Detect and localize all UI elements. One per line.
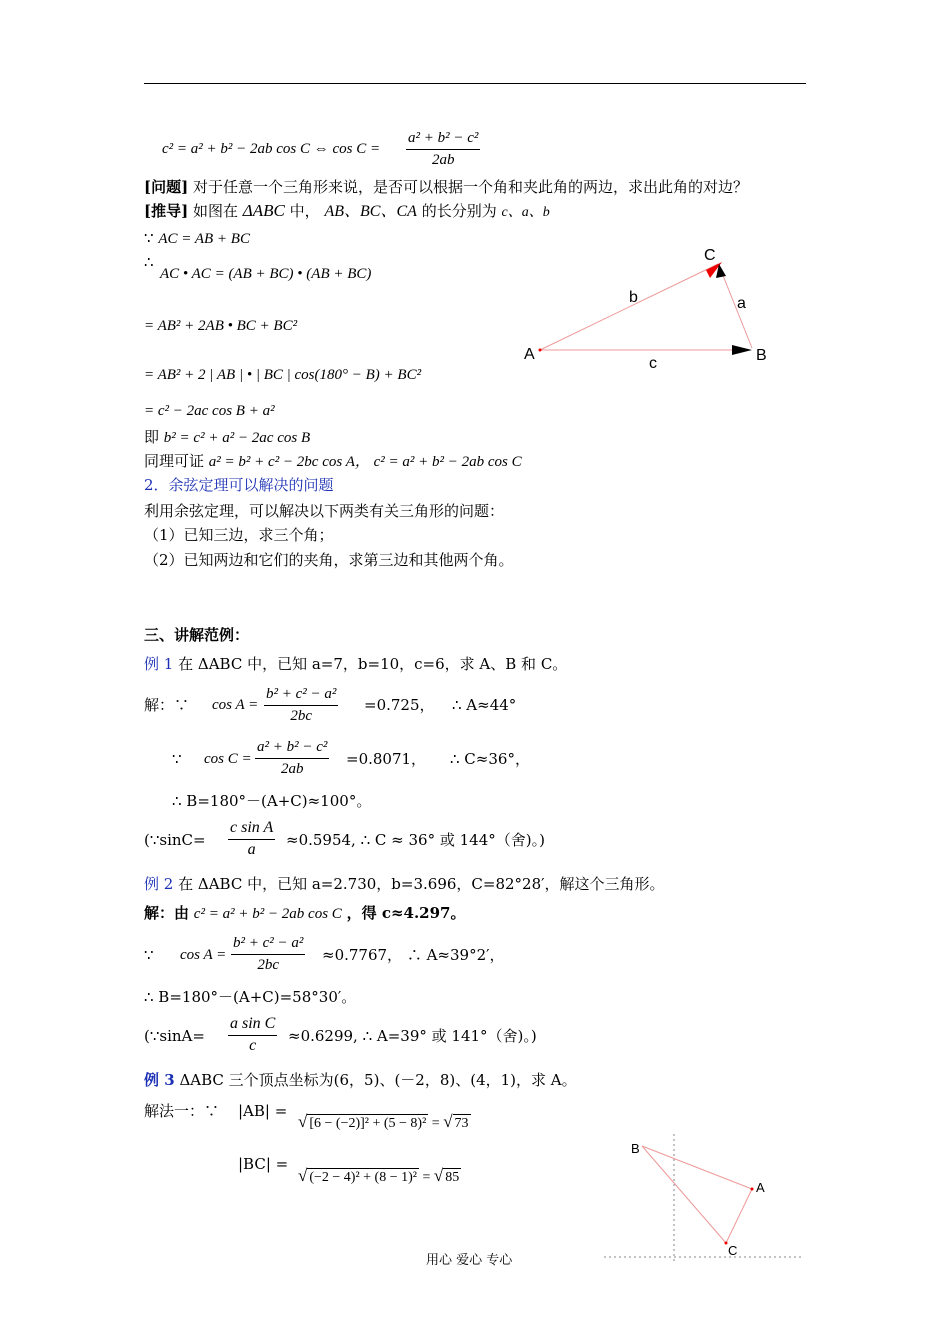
ex1-cosA-val: =0.725， (364, 696, 435, 714)
side-BC (642, 1146, 726, 1243)
ex1-statement (144, 655, 567, 673)
formula-top-fraction (406, 128, 480, 170)
ex1-sin-num: c sin A (228, 818, 275, 840)
derivation-intro-c: 的长分别为 (421, 202, 497, 220)
formula-top-lhs: c² = a² + b² − 2ab cos C ⇔ cos C = (162, 141, 381, 157)
section2-item1: （1）已知三边，求三个角； (144, 526, 334, 544)
derivation-intro (144, 202, 550, 222)
ex1-cosA-res: ∴ A≈44° (452, 696, 517, 714)
label-b: b (629, 289, 638, 306)
label-A: A (524, 346, 535, 363)
ex2-sol-prefix: 解：由 (144, 904, 190, 922)
derivation-step4: = AB² + 2 | AB | • | BC | cos(180° − B) + BC² (144, 367, 422, 383)
ex3-AB-eq: = (431, 1116, 440, 1131)
derivation-step2: AC • AC = (AB + BC) • (AB + BC) (160, 266, 372, 282)
ex2-sin-num: a sin C (228, 1014, 277, 1036)
ex1-B-line: ∴ B=180°－(A+C)≈100°。 (172, 792, 372, 810)
ex2-tag: 例 2 (144, 875, 174, 893)
label-c: c (649, 355, 657, 370)
ex1-cosC-fraction (255, 737, 329, 779)
point-A (751, 1188, 754, 1191)
section2-title: 2．余弦定理可以解决的问题 (144, 476, 334, 494)
ex1-cosC-lhs: cos C = (204, 751, 252, 767)
derivation-triangle: ΔABC (242, 201, 285, 220)
coord-label-B: B (631, 1141, 640, 1156)
ex2-cosA-num: b² + c² − a² (231, 933, 305, 955)
step1-expr: AC = AB + BC (158, 231, 250, 247)
ex1-sin-prefix: (∵sinC= (144, 831, 206, 849)
ex2-sin-tail: ≈0.6299, ∴ A=39° 或 141°（舍)。) (288, 1027, 537, 1045)
ex3-sol-prefix: 解法一：∵ (144, 1102, 220, 1120)
ex1-sin-fraction (228, 818, 275, 860)
label-B: B (756, 347, 767, 364)
ex3-AB-res: 73 (454, 1116, 469, 1131)
step6-expr: b² = c² + a² − 2ac cos B (163, 430, 311, 446)
ex1-sol-prefix: 解：∵ (144, 696, 190, 714)
ex2-text: 在 ΔABC 中，已知 a=2.730，b=3.696，C=82°28′，解这个三角形。 (178, 875, 665, 893)
ex1-cosC-res: ∴ C≈36°， (450, 750, 530, 768)
sqrt-icon: √ (433, 1166, 444, 1185)
section2-item2: （2）已知两边和它们的夹角，求第三边和其他两个角。 (144, 551, 514, 569)
question-line (144, 178, 748, 196)
ex3-BC-res: 85 (445, 1170, 460, 1185)
ex2-sin-den: c (249, 1037, 257, 1054)
ex1-cosA-num: b² + c² − a² (264, 684, 338, 706)
ex2-cos-mark: ∵ (144, 946, 154, 964)
coordinate-figure (598, 1132, 808, 1267)
arrow-c-head (732, 345, 752, 355)
question-tag: [问题] (144, 178, 189, 196)
ex3-AB-expr (298, 1112, 471, 1132)
formula-top-num: a² + b² − c² (406, 128, 480, 150)
ex2-cosA-tail: ≈0.7767， ∴ A≈39°2′， (322, 946, 505, 964)
ex2-sin-prefix: (∵sinA= (144, 1027, 205, 1045)
ex2-statement (144, 875, 665, 893)
triangle-figure (520, 240, 800, 370)
step6-prefix: 即 (144, 428, 160, 446)
derivation-tag: [推导] (144, 202, 189, 220)
ex1-tag: 例 1 (144, 655, 174, 673)
derivation-intro-b: 中， (289, 202, 320, 220)
ex3-BC-eq: = (422, 1170, 431, 1185)
ex1-cosC-val: =0.8071， (346, 750, 427, 768)
coord-label-A: A (756, 1180, 765, 1195)
label-a: a (737, 295, 746, 312)
ex1-cosA-lhs: cos A = (212, 697, 259, 713)
ex3-tag: 例 3 (144, 1071, 175, 1089)
ex3-BC-lhs: |BC| = (238, 1155, 289, 1173)
ex2-sol-formula: c² = a² + b² − 2ab cos C (193, 906, 342, 922)
side-AC (726, 1189, 752, 1243)
ex2-B-line: ∴ B=180°－(A+C)=58°30′。 (144, 988, 357, 1006)
derivation-intro-a: 如图在 (192, 202, 238, 220)
ex3-AB-rad: [6 − (−2)]² + (5 − 8)² (309, 1116, 427, 1131)
ex3-AB-lhs: |AB| = (238, 1102, 288, 1120)
ex1-cosA-fraction (264, 684, 338, 726)
ex1-cosA-den: 2bc (290, 708, 313, 724)
derivation-sides-vals: c、a、b (501, 205, 550, 220)
label-C: C (704, 247, 716, 264)
derivation-step6 (144, 428, 310, 447)
ex1-text: 在 ΔABC 中，已知 a=7，b=10，c=6，求 A、B 和 C。 (178, 655, 568, 673)
section2-intro: 利用余弦定理，可以解决以下两类有关三角形的问题： (144, 502, 505, 520)
header-rule (144, 83, 806, 84)
derivation-step3: = AB² + 2AB • BC + BC² (144, 318, 298, 334)
ex1-sin-tail: ≈0.5954, ∴ C ≈ 36° 或 144°（舍)。) (286, 831, 545, 849)
derivation-sides: AB、BC、CA (324, 203, 417, 220)
side-AB (642, 1146, 752, 1189)
ex3-statement (144, 1071, 577, 1089)
coord-label-C: C (728, 1243, 738, 1258)
step1-mark: ∵ (144, 229, 154, 247)
ex1-cosC-num: a² + b² − c² (255, 737, 329, 759)
sqrt-icon: √ (298, 1112, 308, 1131)
ex2-cosA-lhs: cos A = (180, 947, 227, 963)
page-footer: 用心 爱心 专心 (426, 1253, 513, 1268)
ex1-cosC-mark: ∵ (172, 750, 182, 768)
side-b-line (540, 264, 718, 350)
question-text: 对于任意一个三角形来说，是否可以根据一个角和夹此角的两边，求出此角的对边？ (192, 178, 748, 196)
ex1-cosC-den: 2ab (280, 761, 304, 777)
sqrt-icon: √ (443, 1112, 453, 1131)
vertex-a-dot (539, 349, 542, 352)
ex2-cosA-fraction (231, 933, 305, 975)
formula-top-den: 2ab (431, 152, 455, 168)
step7-expr: a² = b² + c² − 2bc cos A， c² = a² + b² − 2ab cos C (208, 454, 522, 470)
section3-title: 三、讲解范例： (144, 626, 250, 644)
sqrt-icon: √ (298, 1166, 308, 1185)
ex3-BC-rad: (−2 − 4)² + (8 − 1)² (309, 1170, 417, 1185)
step7-prefix: 同理可证 (144, 452, 205, 470)
derivation-step7 (144, 452, 522, 471)
ex3-BC-expr (298, 1166, 461, 1186)
ex2-sin-fraction (228, 1014, 277, 1056)
side-a-line (720, 268, 752, 348)
ex2-cosA-den: 2bc (257, 957, 280, 973)
derivation-step1 (144, 229, 250, 248)
ex2-sol-tail: ，得 c≈4.297。 (346, 904, 466, 922)
derivation-step5: = c² − 2ac cos B + a² (144, 403, 275, 419)
ex3-text: ΔABC 三个顶点坐标为(6，5)、(－2，8)、(4，1)，求 A。 (179, 1071, 577, 1089)
ex2-sol (144, 904, 466, 923)
ex1-sin-den: a (247, 841, 256, 858)
derivation-step2-mark: ∴ (144, 253, 154, 271)
